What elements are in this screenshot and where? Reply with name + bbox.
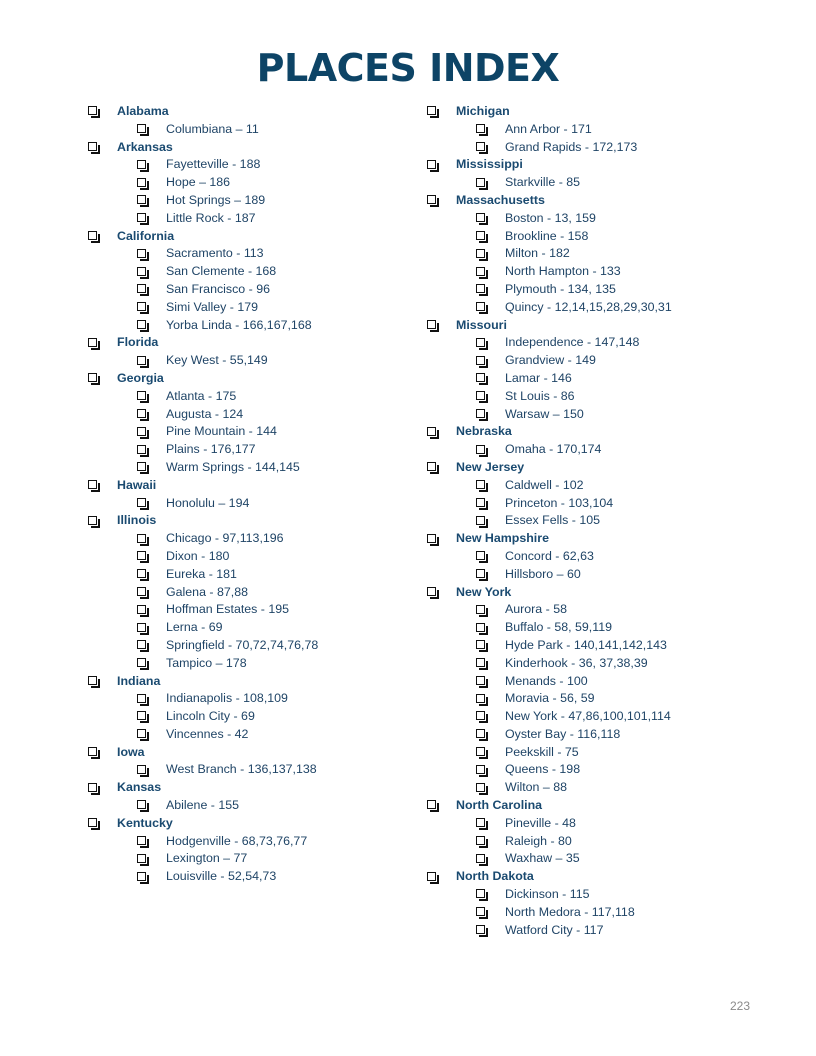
state-name: Michigan: [456, 104, 510, 118]
state-name: North Dakota: [456, 869, 534, 884]
checkbox-icon: [476, 729, 487, 740]
city-row: [88, 584, 408, 602]
state-group: [427, 530, 787, 583]
city-row: [88, 601, 408, 619]
city-entry: Independence - 147,148: [505, 335, 640, 350]
city-entry: Hoffman Estates - 195: [166, 602, 290, 617]
state-group: [427, 584, 787, 798]
city-entry: Augusta - 124: [166, 406, 244, 421]
city-entry: Hodgenville - 68,73,76,77: [166, 833, 308, 848]
city-entry: Lincoln City - 69: [166, 709, 255, 724]
checkbox-icon: [476, 409, 487, 420]
checkbox-icon: [476, 925, 487, 936]
city-entry: Plymouth - 134, 135: [505, 281, 616, 296]
checkbox-icon: [137, 160, 148, 171]
city-row: [88, 192, 408, 210]
city-entry: San Clemente - 168: [166, 264, 277, 279]
checkbox-icon: [137, 302, 148, 313]
city-row: [427, 744, 787, 762]
checkbox-icon: [137, 569, 148, 580]
checkbox-icon: [476, 338, 487, 349]
city-entry: Ann Arbor - 171: [505, 121, 592, 136]
city-entry: Watford City - 117: [505, 922, 604, 937]
state-row: [88, 512, 408, 530]
state-group: [88, 228, 408, 335]
checkbox-icon: [427, 320, 438, 331]
city-entry: Sacramento - 113: [166, 246, 264, 261]
city-entry: Warm Springs - 144,145: [166, 459, 300, 474]
city-row: [88, 655, 408, 673]
checkbox-icon: [476, 711, 487, 722]
city-entry: Pine Mountain - 144: [166, 424, 277, 439]
city-entry: Queens - 198: [505, 762, 581, 777]
state-name: Massachusetts: [456, 192, 545, 207]
state-row: [427, 868, 787, 886]
state-row: [88, 779, 408, 797]
city-row: [88, 868, 408, 886]
state-name: Arkansas: [117, 139, 173, 154]
city-entry: Hyde Park - 140,141,142,143: [505, 637, 667, 652]
city-row: [427, 833, 787, 851]
checkbox-icon: [476, 178, 487, 189]
state-group: [88, 779, 408, 815]
checkbox-icon: [88, 106, 99, 117]
checkbox-icon: [137, 800, 148, 811]
city-entry: Columbiana – 11: [166, 121, 259, 136]
checkbox-icon: [137, 729, 148, 740]
checkbox-icon: [88, 783, 99, 794]
city-row: [88, 156, 408, 174]
city-entry: Hot Springs – 189: [166, 192, 266, 207]
state-row: [427, 530, 787, 548]
checkbox-icon: [88, 747, 99, 758]
city-row: [427, 299, 787, 317]
state-row: [88, 334, 408, 352]
city-entry: Grand Rapids - 172,173: [505, 139, 638, 154]
city-entry: Lexington – 77: [166, 851, 248, 866]
state-group: [427, 317, 787, 424]
state-name: Florida: [117, 335, 159, 350]
city-entry: Grandview - 149: [505, 353, 596, 368]
state-row: [427, 459, 787, 477]
state-name: Missouri: [456, 317, 507, 332]
checkbox-icon: [88, 373, 99, 384]
page-title: PLACES INDEX: [256, 46, 560, 90]
city-row: [427, 334, 787, 352]
checkbox-icon: [137, 124, 148, 135]
checkbox-icon: [476, 498, 487, 509]
checkbox-icon: [137, 320, 148, 331]
city-row: [427, 228, 787, 246]
checkbox-icon: [476, 124, 487, 135]
state-name: Mississippi: [456, 157, 523, 172]
city-entry: West Branch - 136,137,138: [166, 762, 317, 777]
city-entry: Abilene - 155: [166, 798, 240, 813]
state-name: Indiana: [117, 673, 161, 688]
city-entry: Boston - 13, 159: [505, 210, 596, 225]
checkbox-icon: [137, 534, 148, 545]
state-group: [88, 673, 408, 744]
state-row: [88, 477, 408, 495]
city-row: [427, 673, 787, 691]
checkbox-icon: [476, 765, 487, 776]
city-row: [427, 815, 787, 833]
checkbox-icon: [476, 445, 487, 456]
city-row: [427, 566, 787, 584]
checkbox-icon: [476, 747, 487, 758]
city-row: [88, 459, 408, 477]
checkbox-icon: [476, 249, 487, 260]
state-row: [88, 744, 408, 762]
checkbox-icon: [88, 676, 99, 687]
checkbox-icon: [476, 658, 487, 669]
city-row: [427, 601, 787, 619]
state-group: [427, 459, 787, 530]
city-row: [427, 477, 787, 495]
city-entry: Pineville - 48: [505, 815, 576, 830]
state-row: [427, 423, 787, 441]
checkbox-icon: [476, 356, 487, 367]
city-entry: Peekskill - 75: [505, 744, 579, 759]
checkbox-icon: [88, 480, 99, 491]
city-entry: Waxhaw – 35: [505, 851, 580, 866]
city-row: [427, 619, 787, 637]
checkbox-icon: [476, 640, 487, 651]
city-entry: Key West - 55,149: [166, 353, 268, 368]
city-row: [88, 210, 408, 228]
checkbox-icon: [476, 676, 487, 687]
checkbox-icon: [137, 356, 148, 367]
city-row: [427, 690, 787, 708]
city-entry: Atlanta - 175: [166, 388, 237, 403]
state-name: New Hampshire: [456, 531, 549, 546]
checkbox-icon: [427, 800, 438, 811]
state-name: Hawaii: [117, 477, 157, 492]
state-group: [427, 192, 787, 317]
city-entry: Kinderhook - 36, 37,38,39: [505, 655, 648, 670]
checkbox-icon: [427, 195, 438, 206]
state-row: [88, 673, 408, 691]
checkbox-icon: [137, 195, 148, 206]
state-row: [88, 103, 408, 121]
checkbox-icon: [137, 587, 148, 598]
checkbox-icon: [476, 267, 487, 278]
checkbox-icon: [476, 783, 487, 794]
city-entry: Raleigh - 80: [505, 833, 572, 848]
city-row: [427, 761, 787, 779]
state-group: [88, 139, 408, 228]
city-row: [88, 726, 408, 744]
checkbox-icon: [476, 694, 487, 705]
city-row: [88, 495, 408, 513]
city-row: [427, 352, 787, 370]
city-entry: Plains - 176,177: [166, 442, 256, 457]
state-row: [88, 815, 408, 833]
state-group: [427, 423, 787, 459]
city-row: [427, 388, 787, 406]
state-row: [88, 139, 408, 157]
checkbox-icon: [476, 213, 487, 224]
checkbox-icon: [137, 267, 148, 278]
city-row: [427, 174, 787, 192]
state-row: [88, 228, 408, 246]
city-entry: Yorba Linda - 166,167,168: [166, 317, 312, 332]
state-group: [427, 797, 787, 868]
checkbox-icon: [137, 178, 148, 189]
city-entry: Dickinson - 115: [505, 887, 590, 902]
checkbox-icon: [476, 302, 487, 313]
city-entry: Vincennes - 42: [166, 726, 249, 741]
checkbox-icon: [137, 213, 148, 224]
city-entry: Buffalo - 58, 59,119: [505, 620, 613, 635]
state-name: California: [117, 228, 175, 243]
checkbox-icon: [476, 889, 487, 900]
city-row: [427, 263, 787, 281]
page-number: 223: [729, 999, 750, 1013]
city-entry: Hillsboro – 60: [505, 566, 581, 581]
state-name: Nebraska: [456, 424, 512, 439]
city-entry: Tampico – 178: [166, 655, 247, 670]
checkbox-icon: [137, 462, 148, 473]
checkbox-icon: [137, 623, 148, 634]
city-row: [88, 690, 408, 708]
city-row: [427, 441, 787, 459]
city-entry: Lamar - 146: [505, 370, 572, 385]
city-row: [88, 850, 408, 868]
city-entry: Hope – 186: [166, 175, 231, 190]
city-entry: Chicago - 97,113,196: [166, 531, 284, 546]
checkbox-icon: [427, 160, 438, 171]
city-row: [427, 779, 787, 797]
checkbox-icon: [427, 587, 438, 598]
state-group: [88, 477, 408, 513]
checkbox-icon: [476, 391, 487, 402]
city-entry: North Hampton - 133: [505, 264, 621, 279]
city-row: [427, 655, 787, 673]
checkbox-icon: [137, 765, 148, 776]
checkbox-icon: [476, 284, 487, 295]
checkbox-icon: [476, 836, 487, 847]
state-row: [427, 584, 787, 602]
city-row: [88, 637, 408, 655]
city-entry: Brookline - 158: [505, 228, 589, 243]
checkbox-icon: [476, 907, 487, 918]
city-row: [88, 761, 408, 779]
city-row: [427, 637, 787, 655]
checkbox-icon: [88, 818, 99, 829]
checkbox-icon: [476, 854, 487, 865]
checkbox-icon: [137, 854, 148, 865]
checkbox-icon: [88, 231, 99, 242]
state-name: Kansas: [117, 780, 162, 795]
checkbox-icon: [476, 605, 487, 616]
checkbox-icon: [137, 711, 148, 722]
city-entry: Oyster Bay - 116,118: [505, 726, 621, 741]
state-name: Georgia: [117, 370, 164, 385]
checkbox-icon: [476, 373, 487, 384]
city-row: [427, 139, 787, 157]
checkbox-icon: [476, 569, 487, 580]
state-group: [88, 103, 408, 139]
city-row: [427, 904, 787, 922]
city-row: [427, 406, 787, 424]
checkbox-icon: [137, 445, 148, 456]
checkbox-icon: [476, 818, 487, 829]
index-column-left: [88, 103, 408, 886]
checkbox-icon: [427, 106, 438, 117]
city-entry: Honolulu – 194: [166, 495, 250, 510]
state-group: [88, 334, 408, 370]
city-row: [427, 708, 787, 726]
checkbox-icon: [137, 409, 148, 420]
state-group: [88, 512, 408, 672]
checkbox-icon: [137, 427, 148, 438]
checkbox-icon: [427, 427, 438, 438]
city-row: [88, 566, 408, 584]
city-entry: Quincy - 12,14,15,28,29,30,31: [505, 299, 672, 314]
checkbox-icon: [476, 231, 487, 242]
city-row: [88, 797, 408, 815]
city-entry: Fayetteville - 188: [166, 157, 261, 172]
checkbox-icon: [137, 498, 148, 509]
city-row: [88, 317, 408, 335]
city-entry: Starkville - 85: [505, 175, 581, 190]
checkbox-icon: [137, 551, 148, 562]
checkbox-icon: [476, 480, 487, 491]
state-row: [427, 797, 787, 815]
checkbox-icon: [137, 872, 148, 883]
state-name: New Jersey: [456, 459, 525, 474]
checkbox-icon: [137, 836, 148, 847]
state-row: [427, 192, 787, 210]
city-entry: San Francisco - 96: [166, 281, 270, 296]
state-group: [427, 103, 787, 156]
checkbox-icon: [137, 694, 148, 705]
city-row: [427, 512, 787, 530]
city-entry: Milton - 182: [505, 246, 570, 261]
city-row: [427, 548, 787, 566]
checkbox-icon: [476, 623, 487, 634]
city-row: [427, 922, 787, 940]
city-entry: Simi Valley - 179: [166, 299, 259, 314]
city-entry: Warsaw – 150: [505, 406, 584, 421]
checkbox-icon: [137, 249, 148, 260]
checkbox-icon: [476, 142, 487, 153]
city-entry: Dixon - 180: [166, 548, 230, 563]
city-entry: Indianapolis - 108,109: [166, 691, 288, 706]
city-row: [88, 263, 408, 281]
city-row: [88, 708, 408, 726]
checkbox-icon: [137, 658, 148, 669]
city-entry: Concord - 62,63: [505, 548, 594, 563]
city-entry: Little Rock - 187: [166, 210, 256, 225]
state-name: Illinois: [117, 513, 157, 528]
checkbox-icon: [476, 516, 487, 527]
state-row: [427, 317, 787, 335]
state-group: [88, 370, 408, 477]
state-name: Iowa: [117, 744, 145, 759]
city-row: [427, 370, 787, 388]
checkbox-icon: [137, 391, 148, 402]
city-entry: Galena - 87,88: [166, 584, 248, 599]
checkbox-icon: [137, 640, 148, 651]
state-name: Alabama: [117, 104, 169, 118]
city-row: [88, 406, 408, 424]
city-row: [88, 441, 408, 459]
city-row: [427, 495, 787, 513]
state-name: New York: [456, 584, 512, 599]
city-row: [427, 886, 787, 904]
city-entry: Wilton – 88: [505, 780, 567, 795]
city-entry: Menands - 100: [505, 673, 588, 688]
city-row: [88, 174, 408, 192]
city-row: [427, 726, 787, 744]
city-row: [88, 619, 408, 637]
city-row: [427, 245, 787, 263]
city-entry: Princeton - 103,104: [505, 495, 614, 510]
state-group: [427, 156, 787, 192]
state-row: [427, 156, 787, 174]
state-row: [88, 370, 408, 388]
city-entry: North Medora - 117,118: [505, 904, 635, 919]
city-entry: Louisville - 52,54,73: [166, 869, 277, 884]
city-row: [88, 245, 408, 263]
checkbox-icon: [137, 284, 148, 295]
checkbox-icon: [427, 462, 438, 473]
state-name: Kentucky: [117, 815, 173, 830]
state-group: [427, 868, 787, 939]
city-row: [427, 850, 787, 868]
state-group: [88, 744, 408, 780]
city-row: [427, 121, 787, 139]
city-entry: St Louis - 86: [505, 388, 575, 403]
city-row: [88, 388, 408, 406]
city-row: [88, 121, 408, 139]
city-entry: New York - 47,86,100,101,114: [505, 709, 671, 724]
city-row: [88, 530, 408, 548]
city-row: [88, 281, 408, 299]
checkbox-icon: [88, 516, 99, 527]
city-row: [88, 423, 408, 441]
city-row: [88, 833, 408, 851]
checkbox-icon: [427, 872, 438, 883]
city-entry: Lerna - 69: [166, 620, 223, 635]
city-row: [88, 352, 408, 370]
checkbox-icon: [88, 142, 99, 153]
city-row: [88, 299, 408, 317]
city-entry: Aurora - 58: [505, 602, 567, 617]
city-entry: Essex Fells - 105: [505, 513, 601, 528]
state-row: [427, 103, 787, 121]
index-column-right: [427, 103, 787, 939]
state-group: [88, 815, 408, 886]
city-entry: Eureka - 181: [166, 566, 237, 581]
city-entry: Springfield - 70,72,74,76,78: [166, 637, 319, 652]
checkbox-icon: [88, 338, 99, 349]
city-entry: Omaha - 170,174: [505, 442, 602, 457]
checkbox-icon: [137, 605, 148, 616]
state-name: North Carolina: [456, 798, 543, 813]
checkbox-icon: [476, 551, 487, 562]
city-row: [427, 281, 787, 299]
city-entry: Moravia - 56, 59: [505, 691, 595, 706]
city-row: [427, 210, 787, 228]
city-entry: Caldwell - 102: [505, 477, 584, 492]
city-row: [88, 548, 408, 566]
checkbox-icon: [427, 534, 438, 545]
